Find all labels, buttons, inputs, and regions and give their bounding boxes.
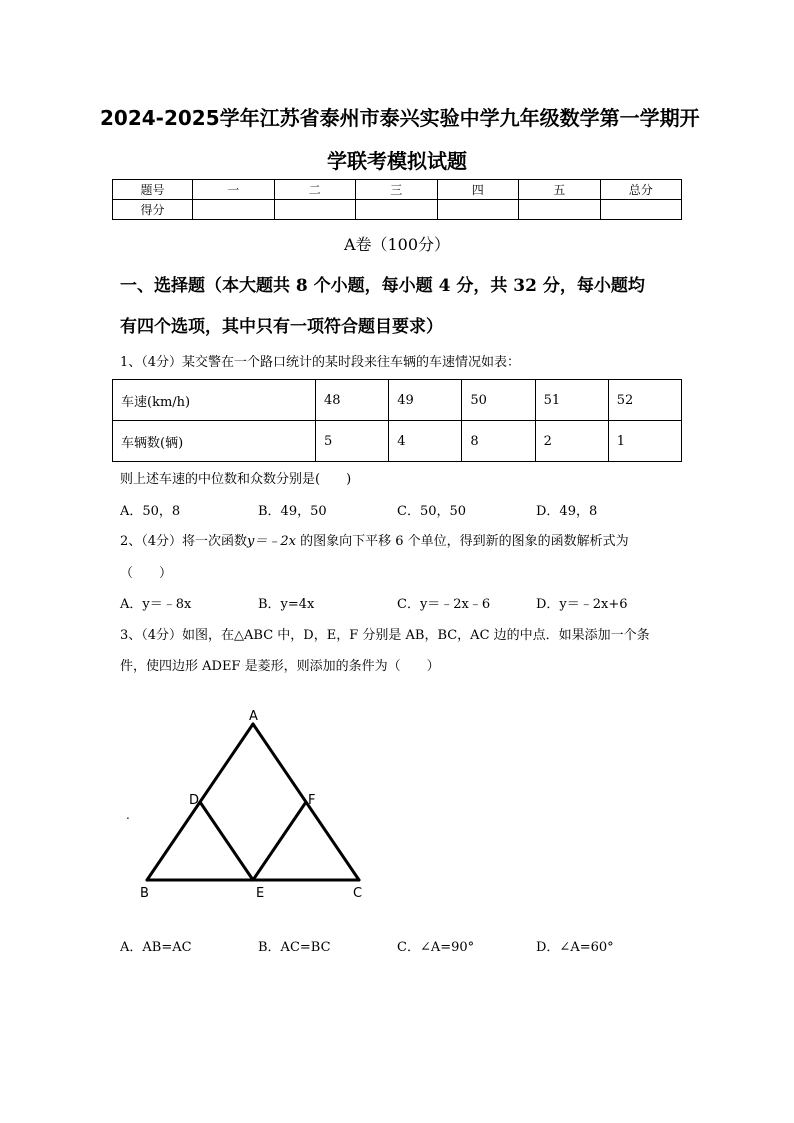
section-heading-line-2: 有四个选项，其中只有一项符合题目要求） xyxy=(120,317,443,337)
score-label-cell: 得分 xyxy=(113,200,193,220)
count-cell: 车辆数(辆) xyxy=(113,421,316,462)
score-blank-cell xyxy=(274,200,356,220)
vertex-label-c: C xyxy=(353,886,363,901)
score-blank-cell xyxy=(437,200,519,220)
score-table-row xyxy=(113,200,682,220)
count-cell: 8 xyxy=(462,421,535,462)
q3-stem-line-1: 3、（4分）如图，在△ABC 中，D，E，F 分别是 AB，BC，AC 边的中点．如果添加一个条 xyxy=(120,628,650,643)
score-table xyxy=(112,179,682,220)
title-line-1: 2024-2025学年江苏省泰州市泰兴实验中学九年级数学第一学期开 xyxy=(100,106,700,130)
speed-cell: 48 xyxy=(316,380,389,421)
vertex-label-f: F xyxy=(308,793,316,808)
q2-paren: （ ） xyxy=(120,566,173,581)
q2-stem-a: 2、（4分）将一次函数 xyxy=(120,534,248,549)
score-header-cell: 三 xyxy=(356,180,438,200)
section-heading-line-1: 一、选择题（本大题共 8 个小题，每小题 4 分，共 32 分，每小题均 xyxy=(120,276,645,296)
vertex-label-d: D xyxy=(189,793,200,808)
score-header-cell: 总分 xyxy=(600,180,682,200)
count-cell: 2 xyxy=(535,421,608,462)
count-cell: 5 xyxy=(316,421,389,462)
title-line-2: 学联考模拟试题 xyxy=(327,149,467,173)
score-header-cell: 四 xyxy=(437,180,519,200)
speed-cell: 车速(km/h) xyxy=(113,380,316,421)
vertex-label-a: A xyxy=(249,709,258,724)
volume-heading: A卷（100分） xyxy=(343,235,451,254)
score-header-cell: 一 xyxy=(193,180,275,200)
score-blank-cell xyxy=(193,200,275,220)
score-blank-cell xyxy=(600,200,682,220)
q2-stem xyxy=(120,533,629,551)
q3-option-b: B．AC=BC xyxy=(258,940,331,955)
vertex-label-b: B xyxy=(140,886,149,901)
q1-option-b: B．49，50 xyxy=(258,504,327,519)
speed-cell: 52 xyxy=(608,380,681,421)
score-blank-cell xyxy=(356,200,438,220)
speed-cell: 49 xyxy=(389,380,462,421)
q3-option-a: A．AB=AC xyxy=(120,940,192,955)
q2-stem-b: 的图象向下平移 6 个单位，得到新的图象的函数解析式为 xyxy=(296,534,629,549)
speed-cell: 50 xyxy=(462,380,535,421)
q1-option-a: A．50，8 xyxy=(120,504,181,519)
q3-option-d: D．∠A=60° xyxy=(536,940,614,955)
q1-question: 则上述车速的中位数和众数分别是( ) xyxy=(120,472,352,487)
count-cell: 1 xyxy=(608,421,681,462)
speed-table xyxy=(112,379,682,462)
segment-ef xyxy=(253,802,306,880)
q1-option-d: D．49，8 xyxy=(536,504,598,519)
q1-stem: 1、（4分）某交警在一个路口统计的某时段来往车辆的车速情况如表： xyxy=(120,355,521,370)
table-row xyxy=(113,380,682,421)
q2-option-c: C．y＝﹣2x﹣6 xyxy=(397,597,491,612)
count-cell: 4 xyxy=(389,421,462,462)
segment-de xyxy=(200,802,253,880)
figure-dot: . xyxy=(126,808,130,822)
q2-option-a: A．y＝﹣8x xyxy=(120,597,192,612)
score-blank-cell xyxy=(519,200,601,220)
vertex-label-e: E xyxy=(256,886,265,901)
q3-stem-line-2: 件，使四边形 ADEF 是菱形，则添加的条件为（ ） xyxy=(120,659,440,674)
score-header-cell: 题号 xyxy=(113,180,193,200)
score-table-row xyxy=(113,180,682,200)
q2-function: y＝﹣2x xyxy=(247,534,296,549)
q1-option-c: C．50，50 xyxy=(397,504,467,519)
score-header-cell: 五 xyxy=(519,180,601,200)
triangle-figure xyxy=(120,700,380,910)
table-row xyxy=(113,421,682,462)
speed-cell: 51 xyxy=(535,380,608,421)
score-header-cell: 二 xyxy=(274,180,356,200)
q2-option-d: D．y＝﹣2x+6 xyxy=(536,597,628,612)
q2-option-b: B．y=4x xyxy=(258,597,315,612)
q3-option-c: C．∠A=90° xyxy=(397,940,475,955)
